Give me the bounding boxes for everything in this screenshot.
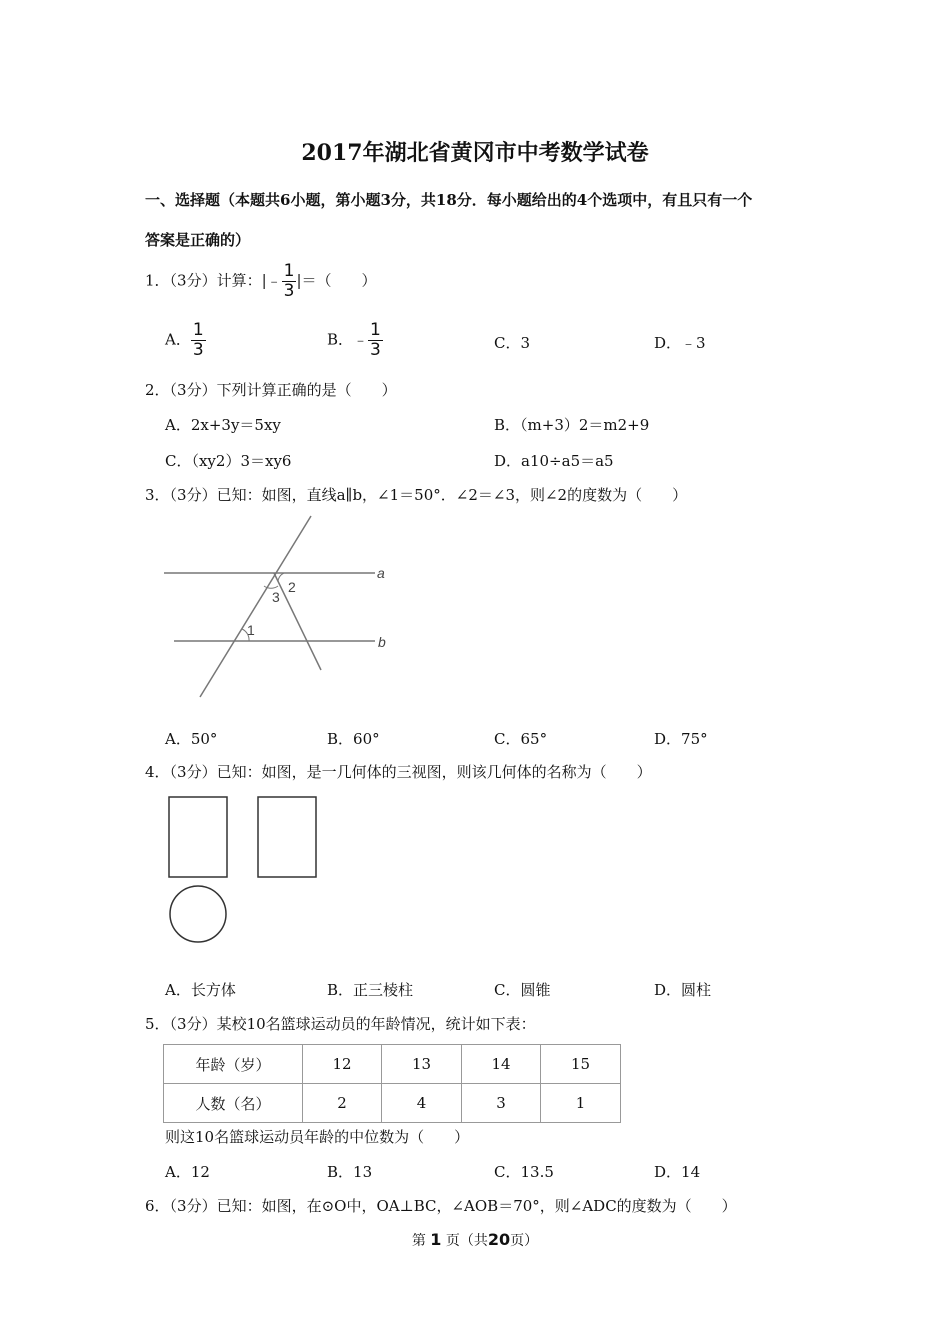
side-view-rect (258, 797, 316, 877)
question-4: 4．（3分）已知：如图，是一几何体的三视图，则该几何体的名称为（ ） (145, 763, 652, 781)
q1-option-a-den: 3 (192, 340, 204, 360)
question-2: 2．（3分）下列计算正确的是（ ） (145, 381, 397, 399)
q1-prefix: 1．（3分）计算：|﹣ (145, 271, 282, 290)
table-cell: 年龄（岁） (164, 1045, 303, 1084)
question-6: 6．（3分）已知：如图，在⊙O中，OA⊥BC，∠AOB＝70°，则∠ADC的度数为（ ） (145, 1197, 737, 1215)
question-5: 5．（3分）某校10名篮球运动员的年龄情况，统计如下表： (145, 1015, 536, 1033)
label-b: b (378, 634, 386, 650)
footer-total-pages: 20 (487, 1230, 511, 1249)
q1-fraction (282, 262, 297, 301)
page-title: 2017年湖北省黄冈市中考数学试卷 (301, 140, 649, 166)
label-1: 1 (247, 622, 255, 638)
q2-option-a: A．2x+3y＝5xy (165, 416, 281, 434)
q5-option-d: D．14 (654, 1163, 701, 1181)
q2-option-c: C．（xy2）3＝xy6 (165, 452, 292, 470)
table-cell: 1 (541, 1084, 621, 1123)
q4-option-c: C．圆锥 (494, 981, 551, 999)
section-heading-line1: 一、选择题（本题共6小题，第小题3分，共18分．每小题给出的4个选项中，有且只有一个 (145, 191, 753, 209)
table-row (164, 1084, 621, 1123)
q1-suffix: |＝（ ） (296, 271, 377, 290)
q1-option-b (327, 321, 383, 360)
q2-option-d: D．a10÷a5＝a5 (494, 452, 614, 470)
q5-followup: 则这10名篮球运动员年龄的中位数为（ ） (165, 1128, 470, 1146)
q1-option-a (165, 321, 206, 360)
label-3: 3 (272, 589, 280, 605)
q4-three-views-figure (160, 790, 330, 950)
table-cell: 13 (382, 1045, 462, 1084)
question-3: 3．（3分）已知：如图，直线a∥b，∠1＝50°．∠2＝∠3，则∠2的度数为（ ） (145, 486, 688, 504)
q2-option-b: B．（m+3）2＝m2+9 (494, 416, 650, 434)
label-2: 2 (288, 579, 296, 595)
q1-option-d: D．﹣3 (654, 334, 706, 352)
q3-option-c: C．65° (494, 730, 548, 748)
footer-page-number: 1 (430, 1230, 442, 1249)
q1-option-b-num: 1 (370, 320, 381, 340)
footer-post: 页） (510, 1233, 539, 1249)
table-cell: 3 (462, 1084, 541, 1123)
transversal-1 (200, 516, 311, 697)
q1-option-c: C．3 (494, 334, 531, 352)
q5-option-c: C．13.5 (494, 1163, 554, 1181)
table-cell: 14 (462, 1045, 541, 1084)
q3-option-d: D．75° (654, 730, 708, 748)
table-row (164, 1045, 621, 1084)
angle-arc-2 (278, 573, 284, 582)
q1-option-b-fraction (368, 321, 383, 360)
label-a: a (377, 565, 385, 581)
q1-frac-num: 1 (283, 261, 295, 281)
q5-option-a: A．12 (165, 1163, 210, 1181)
question-1 (145, 262, 377, 301)
q5-option-b: B．13 (327, 1163, 373, 1181)
top-view-circle (170, 886, 226, 942)
table-cell: 4 (382, 1084, 462, 1123)
footer-mid: 页（共 (445, 1233, 488, 1249)
q3-option-b: B．60° (327, 730, 380, 748)
q1-option-b-den: 3 (370, 340, 381, 360)
footer-pre: 第 (411, 1233, 426, 1249)
q3-option-a: A．50° (165, 730, 218, 748)
q1-option-a-label: A． (165, 330, 191, 349)
q1-frac-den: 3 (283, 281, 295, 301)
q1-option-b-label: B． (327, 330, 354, 349)
q1-option-a-fraction (191, 321, 206, 360)
table-cell: 12 (303, 1045, 382, 1084)
section-heading-line2: 答案是正确的） (145, 231, 251, 249)
transversal-2 (274, 573, 321, 670)
q1-option-a-num: 1 (192, 320, 204, 340)
table-cell: 人数（名） (164, 1084, 303, 1123)
q1-option-b-sign: ﹣ (353, 330, 369, 349)
table-cell: 15 (541, 1045, 621, 1084)
q4-option-a: A．长方体 (165, 981, 236, 999)
q3-parallel-lines-figure (160, 512, 400, 702)
front-view-rect (169, 797, 227, 877)
table-cell: 2 (303, 1084, 382, 1123)
q4-option-d: D．圆柱 (654, 981, 712, 999)
page-footer (0, 1230, 950, 1250)
q4-option-b: B．正三棱柱 (327, 981, 414, 999)
age-table (163, 1044, 621, 1123)
